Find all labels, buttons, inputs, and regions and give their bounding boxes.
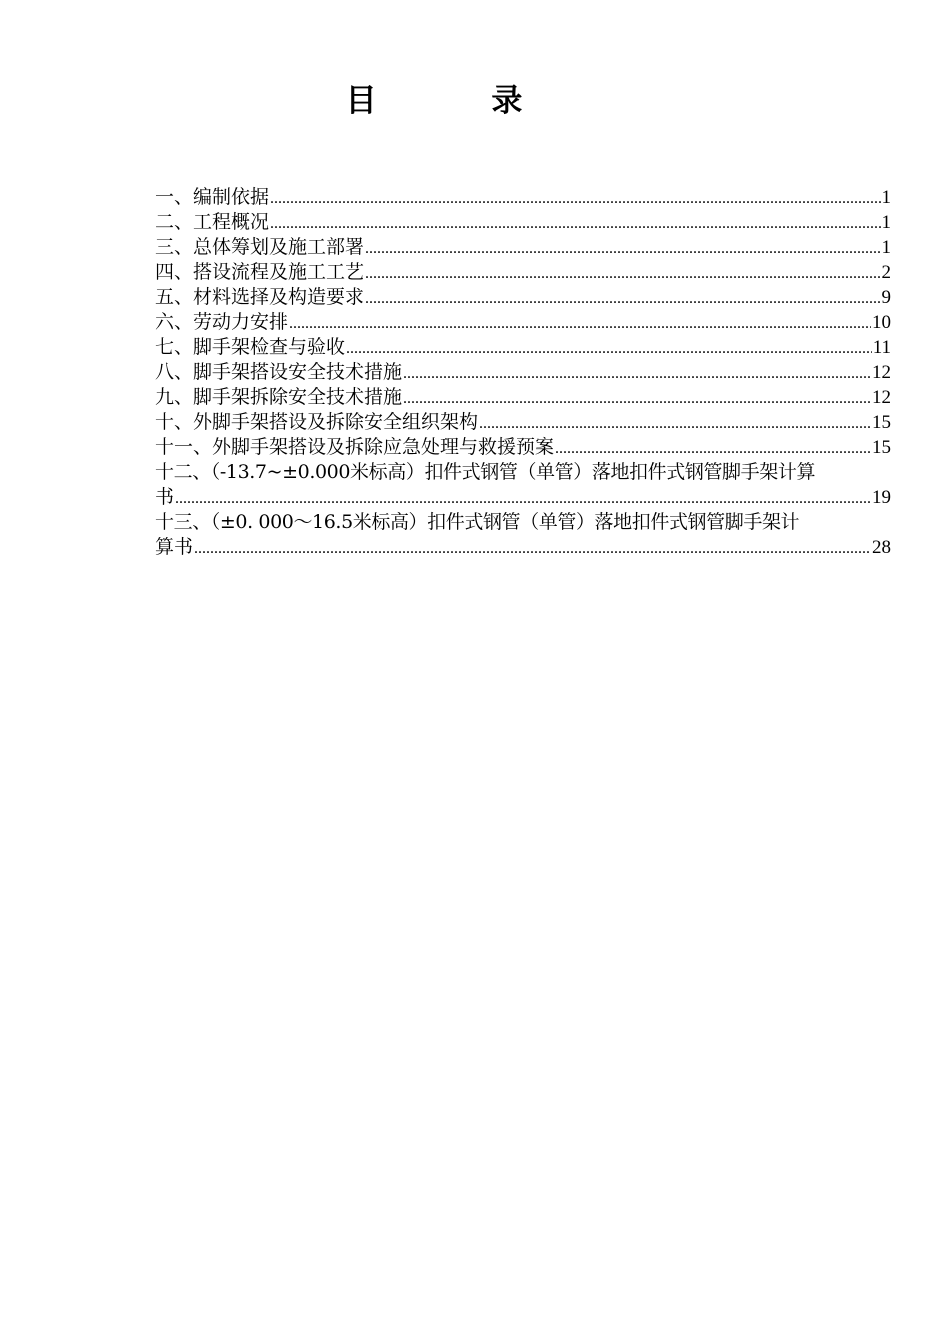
dot-leader: [479, 411, 871, 435]
toc-page-number: 11: [872, 337, 891, 358]
dot-leader: [175, 486, 871, 510]
toc-entry[interactable]: [155, 435, 891, 460]
toc-entry-row: [155, 260, 891, 285]
toc-entry-text: 十二、（-13.7~±0.000米标高）扣件式钢管（单管）落地扣件式钢管脚手架计算: [155, 461, 816, 483]
toc-entry-row: [155, 235, 891, 260]
toc-page-number: 1: [881, 212, 891, 233]
toc-entry[interactable]: [155, 385, 891, 410]
toc-title: 目 录: [345, 83, 575, 119]
toc-entry-text: 书: [155, 486, 175, 508]
toc-page-number: 1: [881, 237, 891, 258]
toc-entry-row: [155, 385, 891, 410]
toc-entry-text: 九、脚手架拆除安全技术措施: [155, 386, 403, 408]
toc-entry[interactable]: [155, 410, 891, 435]
toc-entry-row: [155, 185, 891, 210]
toc-page-number: 19: [872, 487, 891, 508]
toc-page-number: 1: [881, 187, 891, 208]
dot-leader: [365, 236, 880, 260]
toc-page-number: 15: [872, 437, 891, 458]
dot-leader: [270, 186, 880, 210]
toc-list: [155, 185, 891, 560]
toc-entry[interactable]: [155, 335, 891, 360]
toc-entry[interactable]: [155, 260, 891, 285]
dot-leader: [365, 286, 880, 310]
toc-entry-row: [155, 285, 891, 310]
dot-leader: [289, 311, 871, 335]
toc-entry[interactable]: [155, 210, 891, 235]
toc-page-number: 12: [872, 362, 891, 383]
toc-page-number: 15: [872, 412, 891, 433]
toc-entry-text: 八、脚手架搭设安全技术措施: [155, 361, 403, 383]
dot-leader: [194, 536, 871, 560]
toc-page-number: 12: [872, 387, 891, 408]
dot-leader: [403, 386, 871, 410]
toc-entry[interactable]: [155, 310, 891, 335]
toc-entry[interactable]: [155, 360, 891, 385]
toc-entry-text: 十一、外脚手架搭设及拆除应急处理与救援预案: [155, 436, 555, 458]
toc-entry-row: [155, 435, 891, 460]
toc-entry-text: 十、外脚手架搭设及拆除安全组织架构: [155, 411, 479, 433]
toc-entry-text: 四、搭设流程及施工工艺: [155, 261, 365, 283]
toc-entry-text: 七、脚手架检查与验收: [155, 336, 346, 358]
toc-entry-text: 十三、（±0. 000～16.5米标高）扣件式钢管（单管）落地扣件式钢管脚手架计: [155, 511, 800, 533]
toc-entry-text: 算书: [155, 536, 194, 558]
toc-entry-text: 五、材料选择及构造要求: [155, 286, 365, 308]
toc-page-number: 2: [881, 262, 891, 283]
dot-leader: [270, 211, 880, 235]
dot-leader: [555, 436, 871, 460]
toc-entry[interactable]: [155, 460, 891, 510]
toc-entry-row: [155, 335, 891, 360]
dot-leader: [365, 261, 880, 285]
toc-entry-text: 三、总体筹划及施工部署: [155, 236, 365, 258]
toc-entry[interactable]: [155, 510, 891, 560]
toc-page-number: 9: [881, 287, 891, 308]
toc-entry[interactable]: [155, 185, 891, 210]
toc-page-number: 10: [872, 312, 891, 333]
toc-entry[interactable]: [155, 285, 891, 310]
toc-entry-text: 一、编制依据: [155, 186, 270, 208]
toc-entry-row: [155, 410, 891, 435]
toc-entry-row: [155, 310, 891, 335]
dot-leader: [346, 336, 872, 360]
toc-page-number: 28: [872, 537, 891, 558]
dot-leader: [403, 361, 871, 385]
toc-entry-row: [155, 210, 891, 235]
toc-entry-row: [155, 535, 891, 560]
toc-entry-row: [155, 360, 891, 385]
toc-entry-text: 六、劳动力安排: [155, 311, 289, 333]
toc-entry-row: [155, 485, 891, 510]
toc-entry-text: 二、工程概况: [155, 211, 270, 233]
toc-entry[interactable]: [155, 235, 891, 260]
